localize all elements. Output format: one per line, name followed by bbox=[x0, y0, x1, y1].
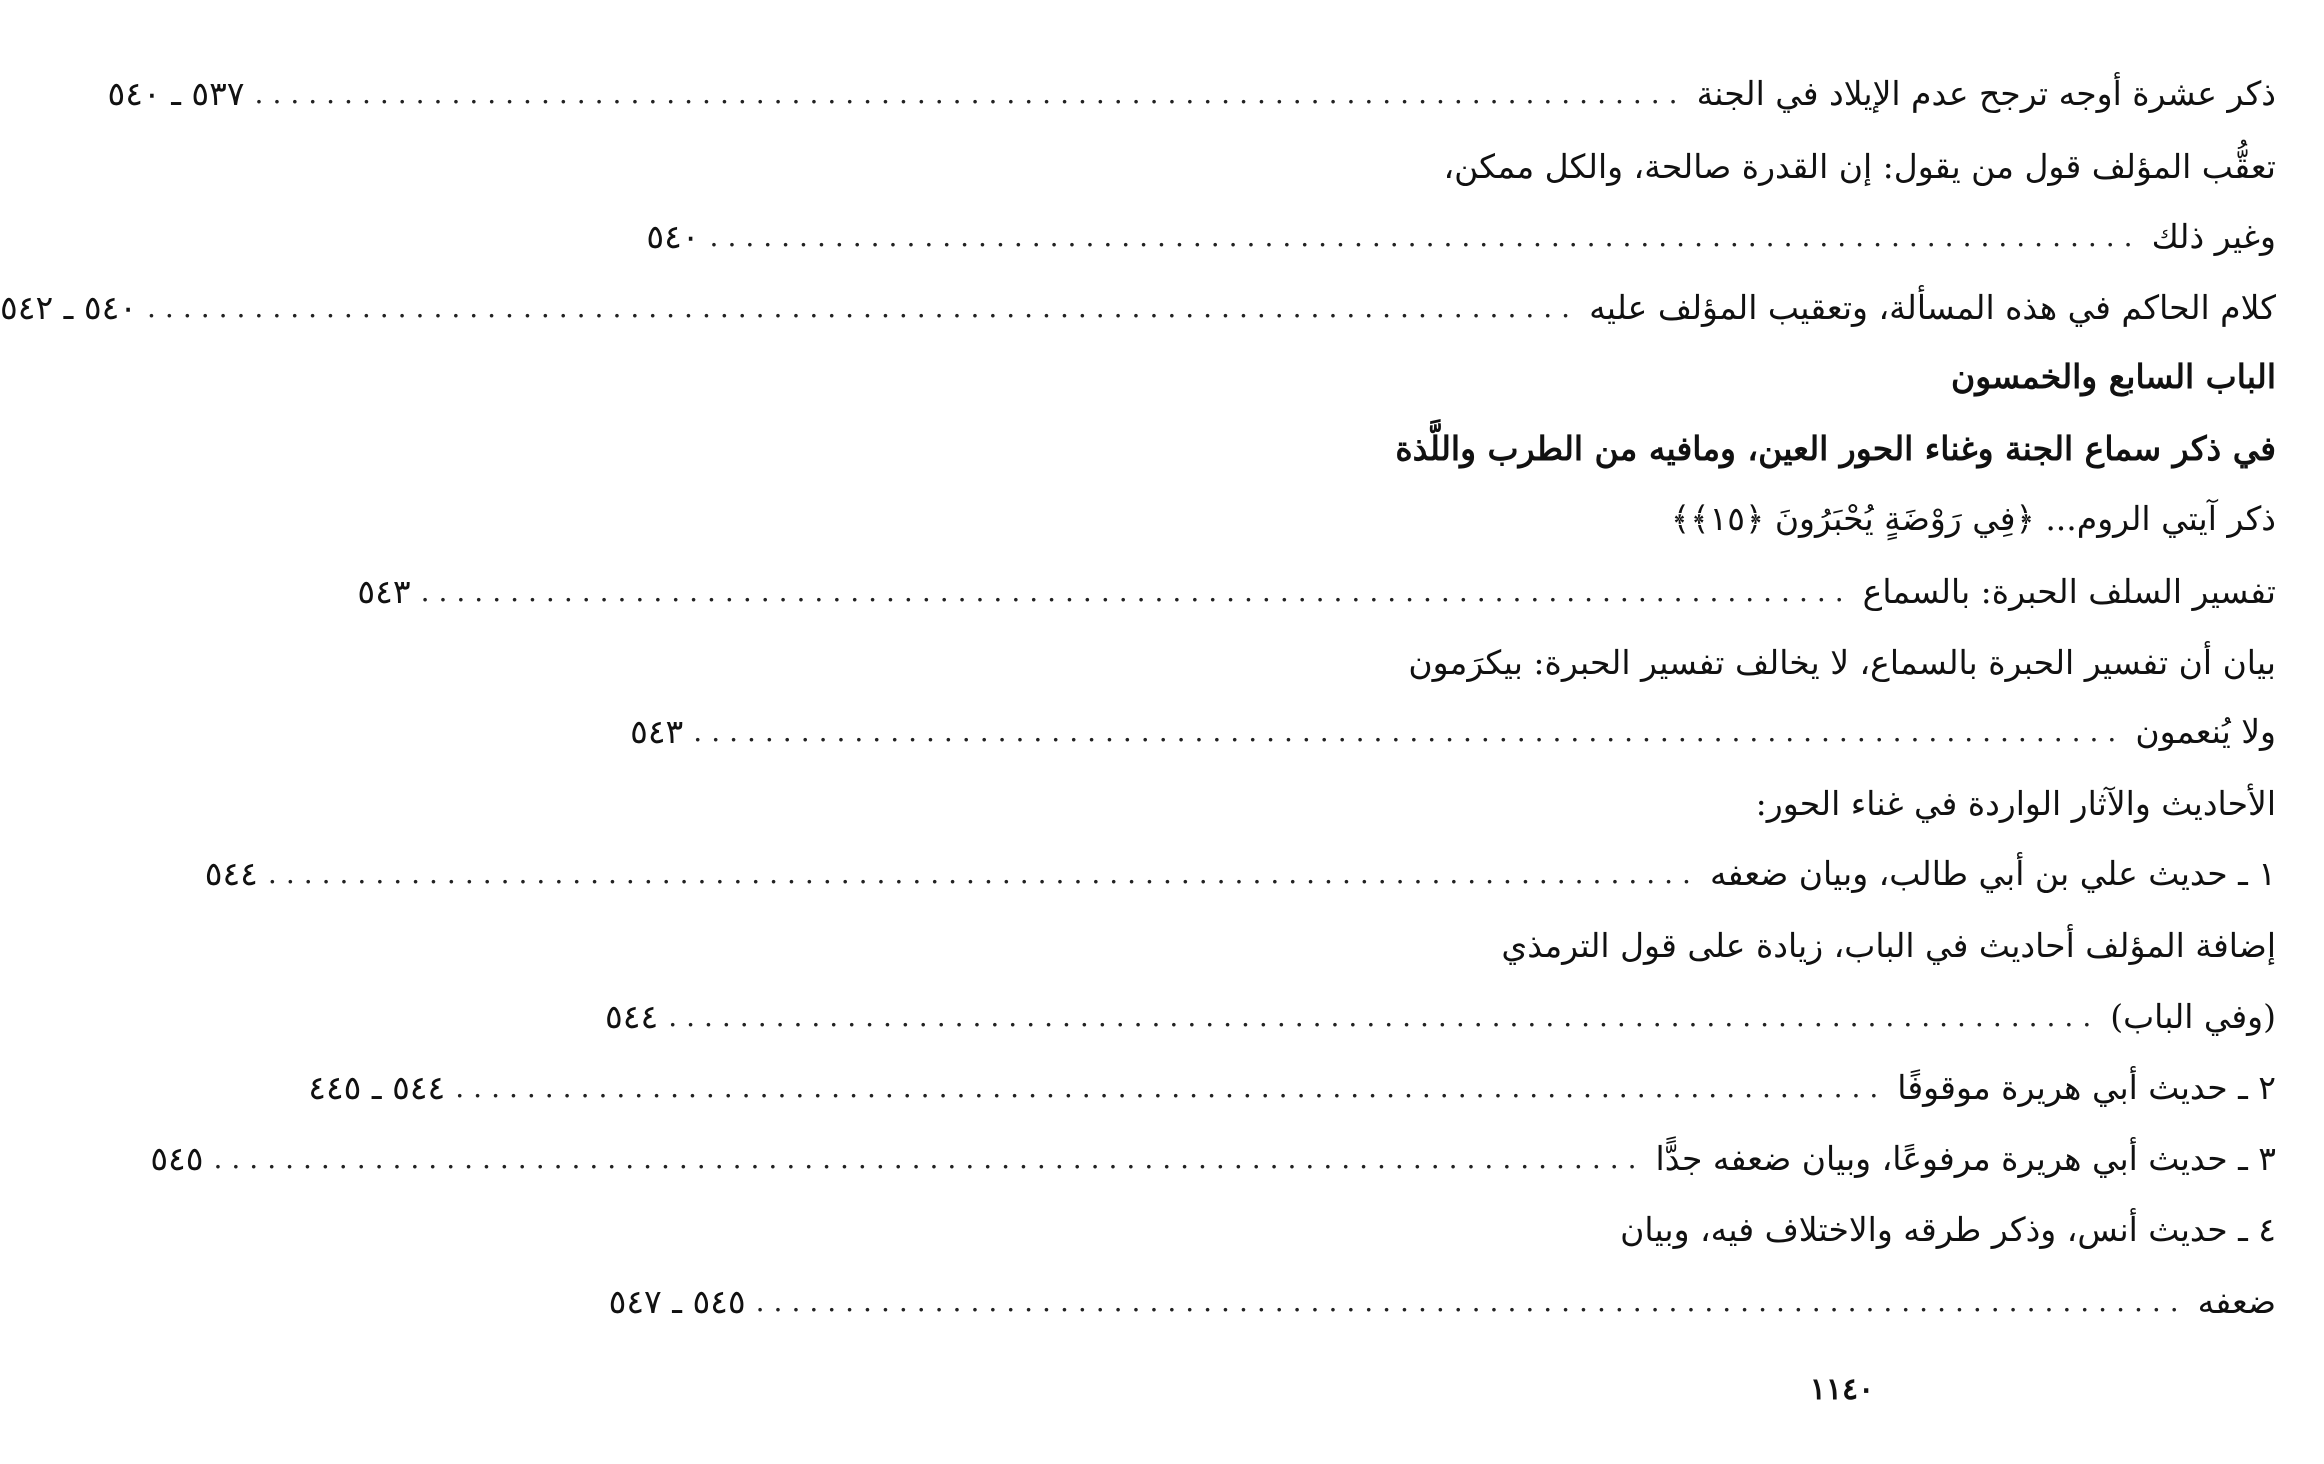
dot-leader: ................................................................................ bbox=[668, 1000, 2101, 1033]
toc-entry-title: تفسير السلف الحبرة: بالسماع bbox=[1862, 572, 2276, 611]
toc-entry bbox=[1408, 490, 2276, 548]
chapter-heading bbox=[1408, 348, 2276, 406]
toc-entry-title: تعقُّب المؤلف قول من يقول: إن القدرة صالحة، والكل ممكن، bbox=[1443, 147, 2276, 186]
dot-leader: ................................................................................ bbox=[254, 77, 1687, 110]
toc-entry bbox=[1408, 1201, 2276, 1259]
toc-entry bbox=[1408, 634, 2276, 692]
toc-entry-title: كلام الحاكم في هذه المسألة، وتعقيب المؤلف عليه bbox=[1589, 288, 2276, 327]
toc-entry-pages: ٥٤٠ bbox=[646, 217, 700, 256]
chapter-subheading bbox=[1395, 420, 2276, 478]
dot-leader: ................................................................................ bbox=[213, 1142, 1646, 1175]
toc-entry bbox=[1408, 138, 2276, 196]
toc-entry-pages: ٥٤٥ ـ ٥٤٧ bbox=[608, 1282, 746, 1321]
toc-entry-title: ٢ ـ حديث أبي هريرة موقوفًا bbox=[1897, 1068, 2276, 1107]
toc-entry-pages: ٥٣٧ ـ ٥٤٠ bbox=[107, 74, 245, 113]
toc-entry-title: ضعفه bbox=[2197, 1282, 2276, 1321]
toc-entry bbox=[630, 703, 2276, 761]
toc-entry-pages: ٥٤٤ bbox=[204, 854, 258, 893]
chapter-heading-title: الباب السابع والخمسون bbox=[1950, 357, 2276, 396]
toc-entry bbox=[357, 563, 2276, 621]
toc-entry-title: ٣ ـ حديث أبي هريرة مرفوعًا، وبيان ضعفه جدًّا bbox=[1655, 1139, 2276, 1178]
toc-entry-title: ٤ ـ حديث أنس، وذكر طرقه والاختلاف فيه، وبيان bbox=[1620, 1210, 2276, 1249]
toc-entry-pages: ٥٤٥ bbox=[150, 1139, 204, 1178]
toc-entry-title: الأحاديث والآثار الواردة في غناء الحور: bbox=[1755, 784, 2276, 823]
dot-leader: ................................................................................ bbox=[709, 220, 2142, 253]
toc-entry bbox=[204, 845, 2276, 903]
toc-entry bbox=[107, 65, 2276, 123]
chapter-subheading-title: في ذكر سماع الجنة وغناء الحور العين، ومافيه من الطرب واللَّذة bbox=[1395, 429, 2276, 468]
toc-entry-pages: ٥٤٠ ـ ٥٤٢ bbox=[0, 288, 138, 327]
dot-leader: ................................................................................ bbox=[267, 857, 1700, 890]
toc-entry-title: ولا يُنعمون bbox=[2135, 712, 2276, 751]
toc-entry-title: (وفي الباب) bbox=[2110, 997, 2276, 1036]
toc-entry-pages: ٥٤٤ ـ ٤٤٥ bbox=[308, 1068, 446, 1107]
toc-entry-title: ١ ـ حديث علي بن أبي طالب، وبيان ضعفه bbox=[1709, 854, 2276, 893]
dot-leader: ................................................................................ bbox=[147, 291, 1580, 324]
toc-entry-title: بيان أن تفسير الحبرة بالسماع، لا يخالف تفسير الحبرة: بيكرَمون bbox=[1408, 643, 2276, 682]
dot-leader: ................................................................................ bbox=[693, 715, 2126, 748]
toc-entry-pages: ٥٤٣ bbox=[630, 712, 684, 751]
toc-entry bbox=[308, 1059, 2276, 1117]
toc-entry bbox=[646, 208, 2276, 266]
toc-entry bbox=[150, 1130, 2276, 1188]
toc-entry-title: ذكر عشرة أوجه ترجح عدم الإيلاد في الجنة bbox=[1696, 74, 2276, 113]
toc-entry-title: إضافة المؤلف أحاديث في الباب، زيادة على قول الترمذي bbox=[1501, 926, 2276, 965]
toc-entry bbox=[608, 1273, 2276, 1331]
dot-leader: ................................................................................ bbox=[455, 1071, 1888, 1104]
toc-entry bbox=[1408, 917, 2276, 975]
page-number: ١١٤٠ bbox=[1809, 1372, 1875, 1407]
dot-leader: ................................................................................ bbox=[755, 1285, 2188, 1318]
toc-entry-title: ذكر آيتي الروم... ﴿فِي رَوْضَةٍ يُحْبَرُونَ ﴿١٥﴾﴾ bbox=[1670, 499, 2276, 538]
toc-entry-pages: ٥٤٣ bbox=[357, 572, 411, 611]
toc-entry bbox=[605, 988, 2276, 1046]
toc-entry bbox=[0, 279, 2276, 337]
dot-leader: ................................................................................ bbox=[420, 575, 1853, 608]
toc-entry-title: وغير ذلك bbox=[2151, 217, 2276, 256]
toc-entry bbox=[1408, 775, 2276, 833]
toc-entry-pages: ٥٤٤ bbox=[605, 997, 659, 1036]
